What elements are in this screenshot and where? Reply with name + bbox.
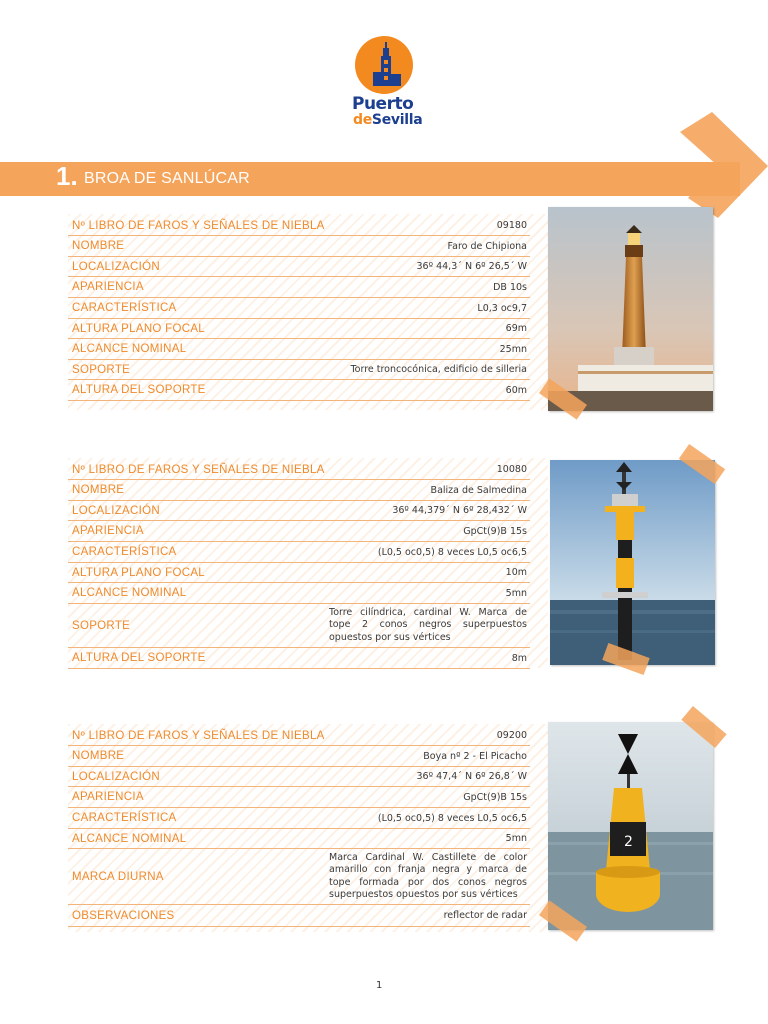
- table-row: [68, 746, 530, 767]
- lighthouse-photo: [548, 207, 713, 411]
- row-value: DB 10s: [493, 281, 527, 293]
- row-label: NOMBRE: [72, 750, 125, 762]
- row-label: APARIENCIA: [72, 281, 144, 293]
- row-label: OBSERVACIONES: [72, 909, 175, 922]
- row-label: Nº LIBRO DE FAROS Y SEÑALES DE NIEBLA: [72, 463, 325, 476]
- row-label: LOCALIZACIÓN: [72, 770, 160, 783]
- row-value: Baliza de Salmedina: [430, 484, 527, 496]
- logo-circle: [355, 36, 413, 94]
- row-label: CARACTERÍSTICA: [72, 302, 177, 314]
- row-value: Marca Cardinal W. Castillete de color amarillo con franja negra y marca de tope formada por dos conos negros superpuestos opuestos por sus vértices: [329, 851, 527, 900]
- buoy-photo: [548, 722, 713, 930]
- row-value: 09180: [496, 220, 527, 231]
- row-label: ALTURA PLANO FOCAL: [72, 322, 206, 335]
- logo-text-sevilla: deSevilla: [353, 112, 423, 128]
- row-value: 09200: [496, 730, 527, 741]
- table-row: [68, 648, 530, 669]
- entry-table-2: [68, 460, 530, 669]
- row-label: ALTURA DEL SOPORTE: [72, 652, 206, 664]
- row-label: ALTURA PLANO FOCAL: [72, 566, 206, 579]
- row-label: NOMBRE: [72, 240, 125, 252]
- table-row: [68, 849, 530, 905]
- row-value: L0,3 oc9,7: [477, 302, 527, 314]
- entry-table-3: [68, 726, 530, 927]
- row-value: GpCt(9)B 15s: [463, 791, 527, 803]
- row-value: 8m: [511, 652, 527, 664]
- table-row: [68, 583, 530, 604]
- table-row: [68, 604, 530, 648]
- table-row: [68, 257, 530, 277]
- table-row: [68, 726, 530, 746]
- row-value: Torre troncocónica, edificio de silleria: [350, 364, 527, 375]
- row-value: 36º 47,4´ N 6º 26,8´ W: [416, 771, 527, 782]
- row-label: Nº LIBRO DE FAROS Y SEÑALES DE NIEBLA: [72, 729, 325, 742]
- table-row: [68, 542, 530, 563]
- row-label: CARACTERÍSTICA: [72, 546, 177, 558]
- row-value: 36º 44,3´ N 6º 26,5´ W: [416, 261, 527, 272]
- section-number: 1.: [56, 161, 78, 191]
- table-row: [68, 236, 530, 257]
- row-value: (L0,5 oc0,5) 8 veces L0,5 oc6,5: [377, 812, 527, 824]
- row-value: 10m: [505, 567, 527, 578]
- row-value: 10080: [496, 464, 527, 475]
- row-value: (L0,5 oc0,5) 8 veces L0,5 oc6,5: [377, 546, 527, 558]
- table-row: [68, 216, 530, 236]
- table-row: [68, 298, 530, 319]
- table-row: [68, 360, 530, 380]
- row-label: ALTURA DEL SOPORTE: [72, 384, 206, 396]
- row-label: LOCALIZACIÓN: [72, 504, 160, 517]
- logo-text-puerto: Puerto: [352, 94, 414, 114]
- table-row: [68, 480, 530, 501]
- row-value: 36º 44,379´ N 6º 28,432´ W: [392, 505, 527, 516]
- row-label: LOCALIZACIÓN: [72, 260, 160, 273]
- row-label: ALCANCE NOMINAL: [72, 832, 187, 845]
- table-row: [68, 905, 530, 927]
- row-label: SOPORTE: [72, 619, 131, 632]
- row-label: Nº LIBRO DE FAROS Y SEÑALES DE NIEBLA: [72, 219, 325, 232]
- table-row: [68, 808, 530, 829]
- table-row: [68, 277, 530, 298]
- table-row: [68, 339, 530, 360]
- row-value: 25mn: [499, 343, 527, 355]
- table-row: [68, 563, 530, 583]
- table-row: [68, 460, 530, 480]
- buoy-number-label: 2: [624, 834, 633, 850]
- row-value: 60m: [505, 384, 527, 396]
- row-value: GpCt(9)B 15s: [463, 525, 527, 537]
- entry-table-1: [68, 216, 530, 401]
- table-row: [68, 767, 530, 787]
- page-number: 1: [376, 980, 383, 991]
- row-value: Faro de Chipiona: [447, 240, 527, 252]
- table-row: [68, 521, 530, 542]
- section-title: BROA DE SANLÚCAR: [84, 170, 250, 187]
- beacon-photo: [550, 460, 715, 665]
- table-row: [68, 501, 530, 521]
- row-label: ALCANCE NOMINAL: [72, 587, 187, 599]
- row-value: reflector de radar: [443, 910, 527, 921]
- row-label: APARIENCIA: [72, 525, 144, 537]
- table-row: [68, 380, 530, 401]
- table-row: [68, 829, 530, 849]
- table-row: [68, 319, 530, 339]
- table-row: [68, 787, 530, 808]
- row-value: Boya nº 2 - El Picacho: [423, 750, 527, 762]
- row-label: MARCA DIURNA: [72, 870, 164, 883]
- row-value: Torre cilíndrica, cardinal W. Marca de tope 2 conos negros superpuestos opuestos por sus vértices: [329, 606, 527, 643]
- row-label: NOMBRE: [72, 484, 125, 496]
- row-label: APARIENCIA: [72, 791, 144, 803]
- row-value: 69m: [505, 323, 527, 334]
- row-label: ALCANCE NOMINAL: [72, 343, 187, 355]
- row-label: CARACTERÍSTICA: [72, 812, 177, 824]
- giralda-icon: [355, 36, 413, 94]
- row-value: 5mn: [505, 587, 527, 599]
- row-value: 5mn: [505, 833, 527, 844]
- row-label: SOPORTE: [72, 363, 131, 376]
